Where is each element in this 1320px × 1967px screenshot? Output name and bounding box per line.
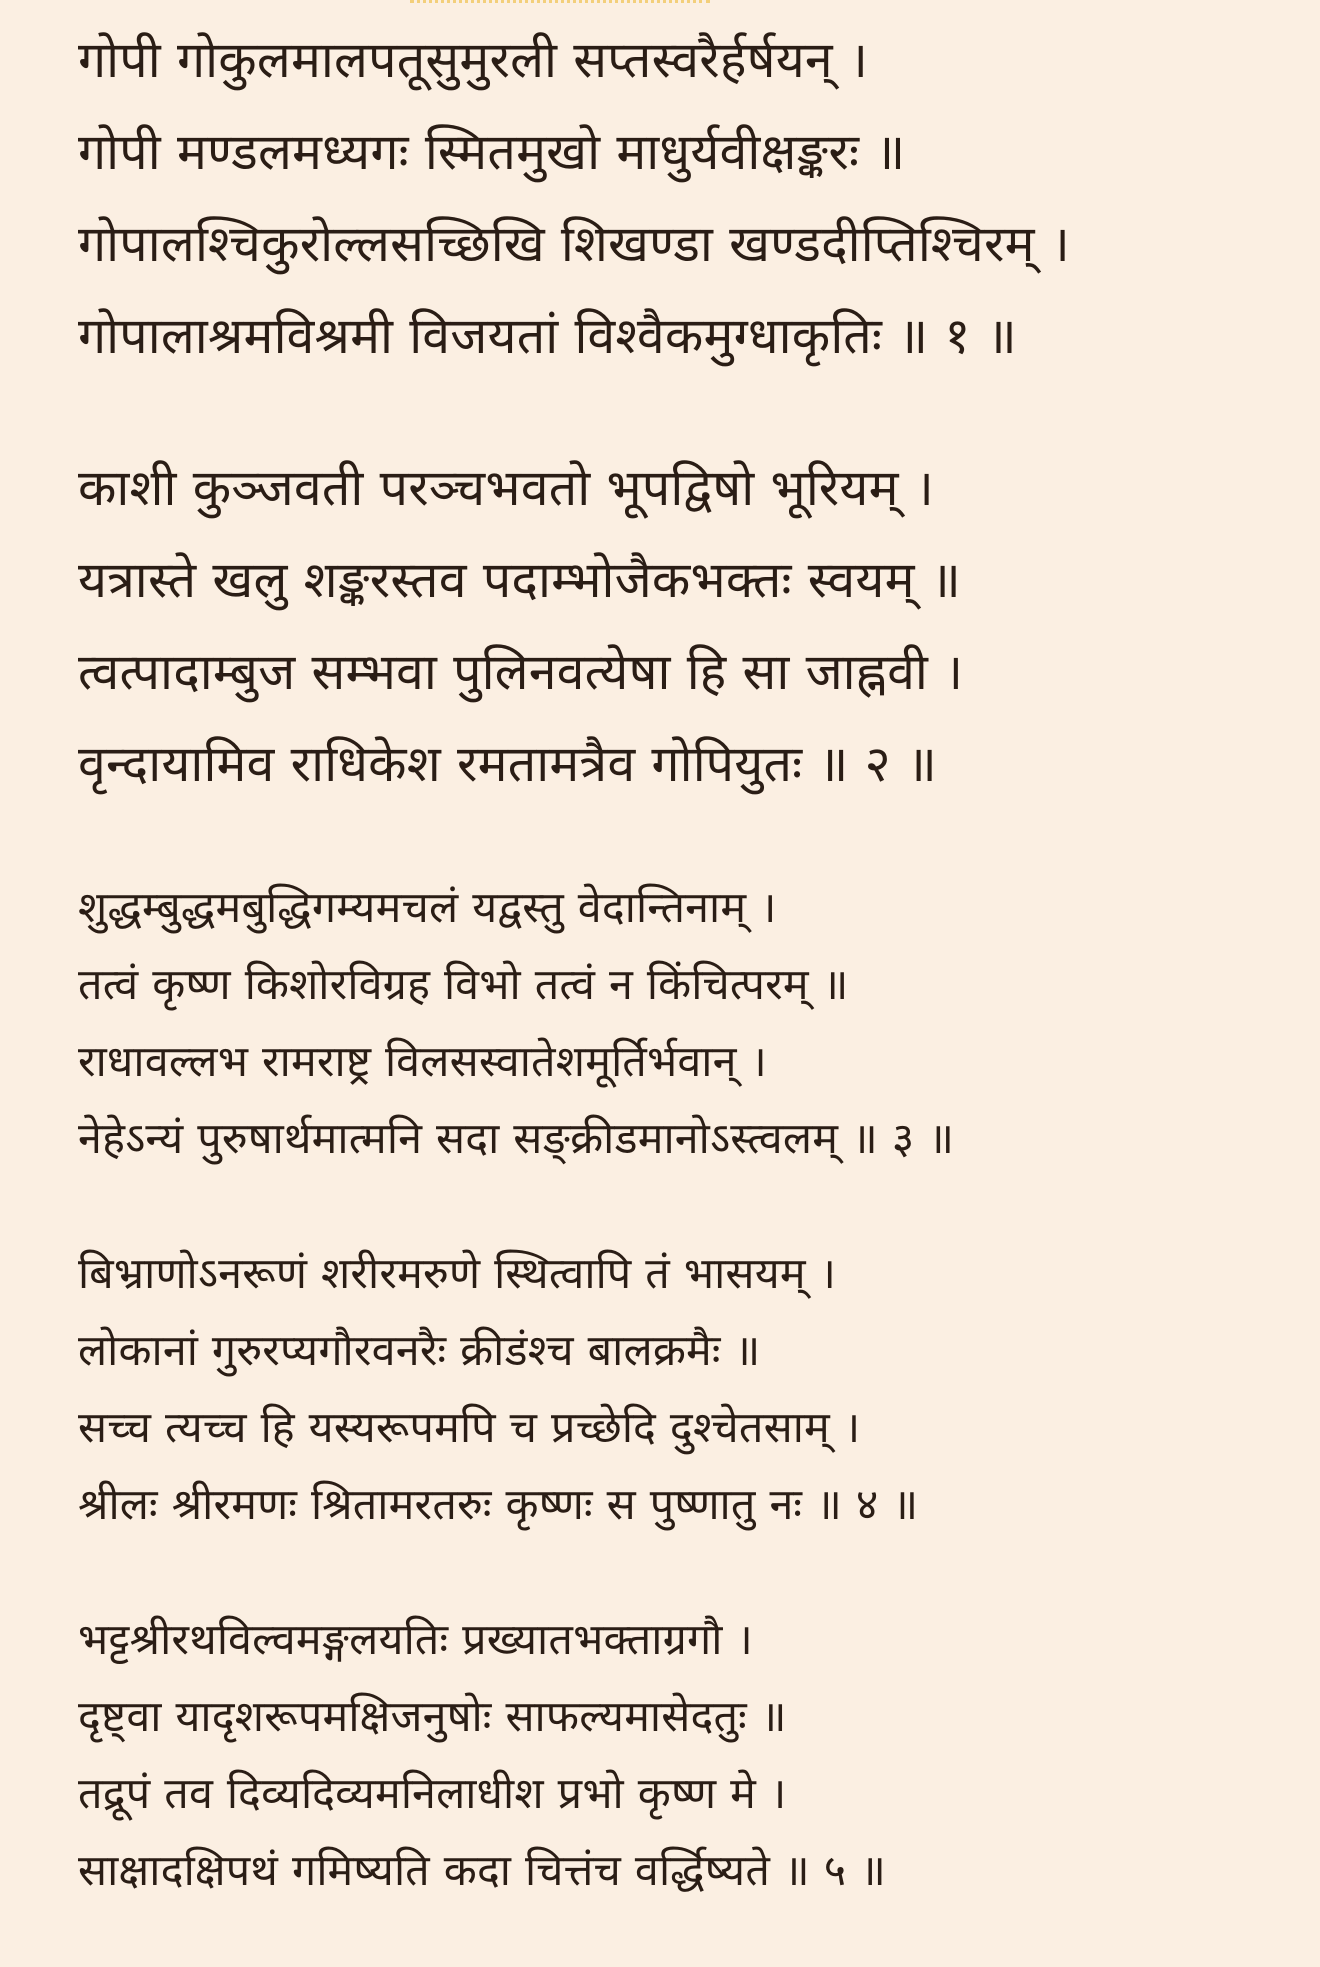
verse-line: गोपालाश्रमविश्रमी विजयतां विश्वैकमुग्धाकृतिः ॥ १ ॥ — [78, 307, 1017, 365]
verse-line: राधावल्लभ रामराष्ट्र विलसस्वातेशमूर्तिर्भवान् । — [78, 1037, 768, 1087]
verse-line: काशी कुञ्जवती परञ्चभवतो भूपद्विषो भूरियम् । — [78, 459, 934, 517]
verse-2 — [78, 442, 1278, 810]
verse-line: गोपी मण्डलमध्यगः स्मितमुखो माधुर्यवीक्षङ्करः ॥ — [78, 123, 906, 181]
verse-line: गोपालश्चिकुरोल्लसच्छिखि शिखण्डा खण्डदीप्तिश्चिरम् । — [78, 215, 1070, 273]
verse-line: दृष्ट्वा यादृशरूपमक्षिजनुषोः साफल्यमासेदतुः ॥ — [78, 1692, 787, 1742]
verse-line: नेहेऽन्यं पुरुषार्थमात्मनि सदा सङ्क्रीडमानोऽस्त्वलम् ॥ ३ ॥ — [78, 1114, 955, 1164]
verse-line: साक्षादक्षिपथं गमिष्यति कदा चित्तंच वर्द्धिष्यते ॥ ५ ॥ — [78, 1846, 887, 1896]
verse-5 — [78, 1602, 1278, 1910]
top-dotted-rule — [410, 0, 710, 3]
verse-3 — [78, 870, 1278, 1178]
verse-line: सच्च त्यच्च हि यस्यरूपमपि च प्रच्छेदि दुश्चेतसाम् । — [78, 1403, 861, 1453]
verse-line: यत्रास्ते खलु शङ्करस्तव पदाम्भोजैकभक्तः स्वयम् ॥ — [78, 551, 961, 609]
verse-line: बिभ्राणोऽनरूणं शरीरमरुणे स्थित्वापि तं भासयम् । — [78, 1249, 837, 1299]
verse-page — [78, 14, 1278, 1910]
verse-line: शुद्धम्बुद्धमबुद्धिगम्यमचलं यद्वस्तु वेदान्तिनाम् । — [78, 883, 777, 933]
verse-line: वृन्दायामिव राधिकेश रमतामत्रैव गोपियुतः ॥ २ ॥ — [78, 735, 938, 793]
verse-1 — [78, 14, 1278, 382]
verse-line: त्वत्पादाम्बुज सम्भवा पुलिनवत्येषा हि सा जाह्नवी । — [78, 643, 964, 701]
verse-line: गोपी गोकुलमालपतूसुमुरली सप्तस्वरैर्हर्षयन् । — [78, 31, 869, 89]
verse-line: लोकानां गुरुरप्यगौरवनरैः क्रीडंश्च बालक्रमैः ॥ — [78, 1326, 761, 1376]
verse-line: तद्रूपं तव दिव्यदिव्यमनिलाधीश प्रभो कृष्ण मे । — [78, 1769, 787, 1819]
verse-4 — [78, 1236, 1278, 1544]
verse-line: श्रीलः श्रीरमणः श्रितामरतरुः कृष्णः स पुष्णातु नः ॥ ४ ॥ — [78, 1480, 919, 1530]
verse-line: भट्टश्रीरथविल्वमङ्गलयतिः प्रख्यातभक्ताग्रगौ । — [78, 1615, 753, 1665]
verse-line: तत्वं कृष्ण किशोरविग्रह विभो तत्वं न किंचित्परम् ॥ — [78, 960, 849, 1010]
